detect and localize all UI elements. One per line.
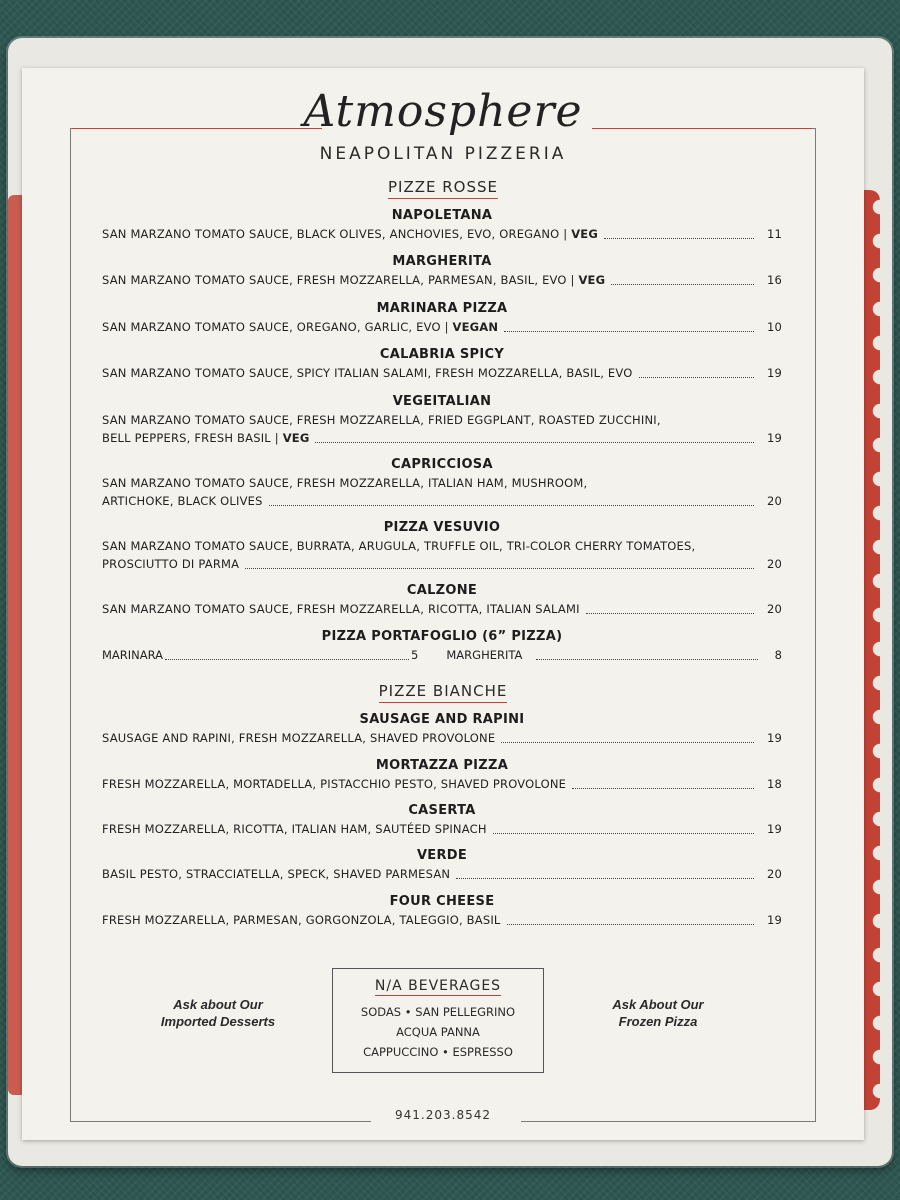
leader-dots <box>604 238 754 239</box>
menu-item-portafoglio <box>102 628 782 646</box>
item-description: SAN MARZANO TOMATO SAUCE, FRESH MOZZARELLA, PARMESAN, BASIL, EVO | <box>102 273 579 287</box>
menu-item <box>102 207 782 243</box>
menu-item <box>102 456 782 510</box>
item-name: CASERTA <box>408 803 476 818</box>
menu-item <box>102 346 782 382</box>
menu-page <box>22 68 864 1140</box>
item-price: 20 <box>766 557 782 571</box>
leader-dots <box>315 442 754 443</box>
item-name: VEGEITALIAN <box>392 394 492 409</box>
item-price: 16 <box>766 273 782 287</box>
item-description-line <box>102 225 782 243</box>
phone-number: 941.203.8542 <box>395 1108 491 1122</box>
item-description: SAN MARZANO TOMATO SAUCE, FRESH MOZZARELLA, ITALIAN HAM, MUSHROOM, <box>102 476 588 490</box>
leader-dots <box>639 377 754 378</box>
item-description-line <box>102 318 782 336</box>
item-description-line <box>102 364 782 382</box>
item-description: BASIL PESTO, STRACCIATELLA, SPECK, SHAVED PARMESAN <box>102 867 451 881</box>
item-price: 19 <box>766 731 782 745</box>
portafoglio-right-label: MARGHERITA <box>446 648 523 662</box>
menu-item <box>102 893 782 929</box>
section-title-bianche: PIZZE BIANCHE <box>22 682 864 703</box>
item-name: PIZZA VESUVIO <box>383 520 501 535</box>
portafoglio-left-price: 5 <box>411 648 419 662</box>
item-description-line <box>102 820 782 838</box>
diet-tag: VEG <box>578 273 606 287</box>
diet-tag: VEGAN <box>452 320 499 334</box>
menu-item <box>102 393 782 447</box>
item-price: 19 <box>766 431 782 445</box>
frozen-pizza-note: Ask About Our Frozen Pizza <box>612 997 704 1029</box>
item-price: 20 <box>766 602 782 616</box>
item-name: CALZONE <box>406 583 478 598</box>
logo-subtitle: NEAPOLITAN PIZZERIA <box>319 144 567 164</box>
item-description: SAUSAGE AND RAPINI, FRESH MOZZARELLA, SHAVED PROVOLONE <box>102 731 496 745</box>
item-description-line <box>102 492 782 510</box>
item-price: 11 <box>766 227 782 241</box>
logo-script: Atmosphere <box>303 86 583 137</box>
item-description-line <box>102 411 782 429</box>
item-price: 19 <box>766 366 782 380</box>
item-description-line <box>102 911 782 929</box>
leader-dots <box>572 788 754 789</box>
menu-item <box>102 300 782 336</box>
item-name: PIZZA PORTAFOGLIO (6” PIZZA) <box>321 629 563 644</box>
menu-item <box>102 757 782 793</box>
beverages-line: SODAS • SAN PELLEGRINO <box>360 1005 516 1019</box>
menu-item <box>102 253 782 289</box>
beverages-line: ACQUA PANNA <box>396 1025 480 1039</box>
item-description-line <box>102 474 782 492</box>
item-description-line <box>102 600 782 618</box>
item-name: SAUSAGE AND RAPINI <box>359 712 525 727</box>
item-price: 18 <box>766 777 782 791</box>
item-description: FRESH MOZZARELLA, MORTADELLA, PISTACCHIO PESTO, SHAVED PROVOLONE <box>102 777 567 791</box>
leader-dots <box>493 833 754 834</box>
item-description-line <box>102 775 782 793</box>
item-price: 20 <box>766 494 782 508</box>
item-description-line <box>102 865 782 883</box>
menu-item <box>102 711 782 747</box>
item-name: NAPOLETANA <box>391 208 493 223</box>
item-description: PROSCIUTTO DI PARMA <box>102 557 240 571</box>
item-price: 19 <box>766 913 782 927</box>
item-description: FRESH MOZZARELLA, PARMESAN, GORGONZOLA, TALEGGIO, BASIL <box>102 913 501 927</box>
leader-dots <box>456 878 754 879</box>
item-description-line <box>102 537 782 555</box>
item-description: SAN MARZANO TOMATO SAUCE, BURRATA, ARUGULA, TRUFFLE OIL, TRI-COLOR CHERRY TOMATOES, <box>102 539 696 553</box>
menu-item <box>102 802 782 838</box>
item-price: 20 <box>766 867 782 881</box>
item-description: SAN MARZANO TOMATO SAUCE, BLACK OLIVES, ANCHOVIES, EVO, OREGANO | <box>102 227 572 241</box>
portafoglio-right-price: 8 <box>774 648 782 662</box>
item-description: FRESH MOZZARELLA, RICOTTA, ITALIAN HAM, SAUTÉED SPINACH <box>102 822 487 836</box>
item-description-line <box>102 555 782 573</box>
item-name: MARGHERITA <box>392 254 492 269</box>
leader-dots <box>245 568 754 569</box>
diet-tag: VEG <box>571 227 598 241</box>
leader-dots <box>507 924 754 925</box>
item-description-line <box>102 271 782 289</box>
section-title-rosse: PIZZE ROSSE <box>22 178 864 199</box>
beverages-box <box>332 968 544 1073</box>
leader-dots <box>586 613 754 614</box>
item-description: SAN MARZANO TOMATO SAUCE, FRESH MOZZARELLA, RICOTTA, ITALIAN SALAMI <box>102 602 580 616</box>
item-name: MARINARA PIZZA <box>376 301 508 316</box>
item-name: MORTAZZA PIZZA <box>375 758 509 773</box>
leader-dots <box>611 284 754 285</box>
item-name: CALABRIA SPICY <box>379 347 505 362</box>
item-description: ARTICHOKE, BLACK OLIVES <box>102 494 263 508</box>
portafoglio-left-label: MARINARA <box>102 648 164 662</box>
item-description-line <box>102 429 782 447</box>
item-description: SAN MARZANO TOMATO SAUCE, FRESH MOZZARELLA, FRIED EGGPLANT, ROASTED ZUCCHINI, <box>102 413 661 427</box>
item-description: SAN MARZANO TOMATO SAUCE, SPICY ITALIAN SALAMI, FRESH MOZZARELLA, BASIL, EVO <box>102 366 633 380</box>
item-description-line <box>102 729 782 747</box>
menu-item <box>102 582 782 618</box>
leader-dots <box>269 505 754 506</box>
item-name: CAPRICCIOSA <box>391 457 493 472</box>
leader-dots <box>501 742 754 743</box>
menu-item <box>102 847 782 883</box>
item-name: FOUR CHEESE <box>389 894 495 909</box>
desserts-note: Ask about Our Imported Desserts <box>160 997 276 1029</box>
item-description: SAN MARZANO TOMATO SAUCE, OREGANO, GARLIC, EVO | <box>102 320 453 334</box>
diet-tag: VEG <box>282 431 310 445</box>
item-description: BELL PEPPERS, FRESH BASIL | <box>102 431 283 445</box>
beverages-title: N/A BEVERAGES <box>374 978 502 994</box>
beverages-line: CAPPUCCINO • ESPRESSO <box>363 1045 513 1059</box>
item-price: 10 <box>766 320 782 334</box>
item-name: VERDE <box>416 848 468 863</box>
leader-dots <box>504 331 754 332</box>
portafoglio-prices <box>102 646 782 664</box>
item-price: 19 <box>766 822 782 836</box>
menu-item <box>102 519 782 573</box>
